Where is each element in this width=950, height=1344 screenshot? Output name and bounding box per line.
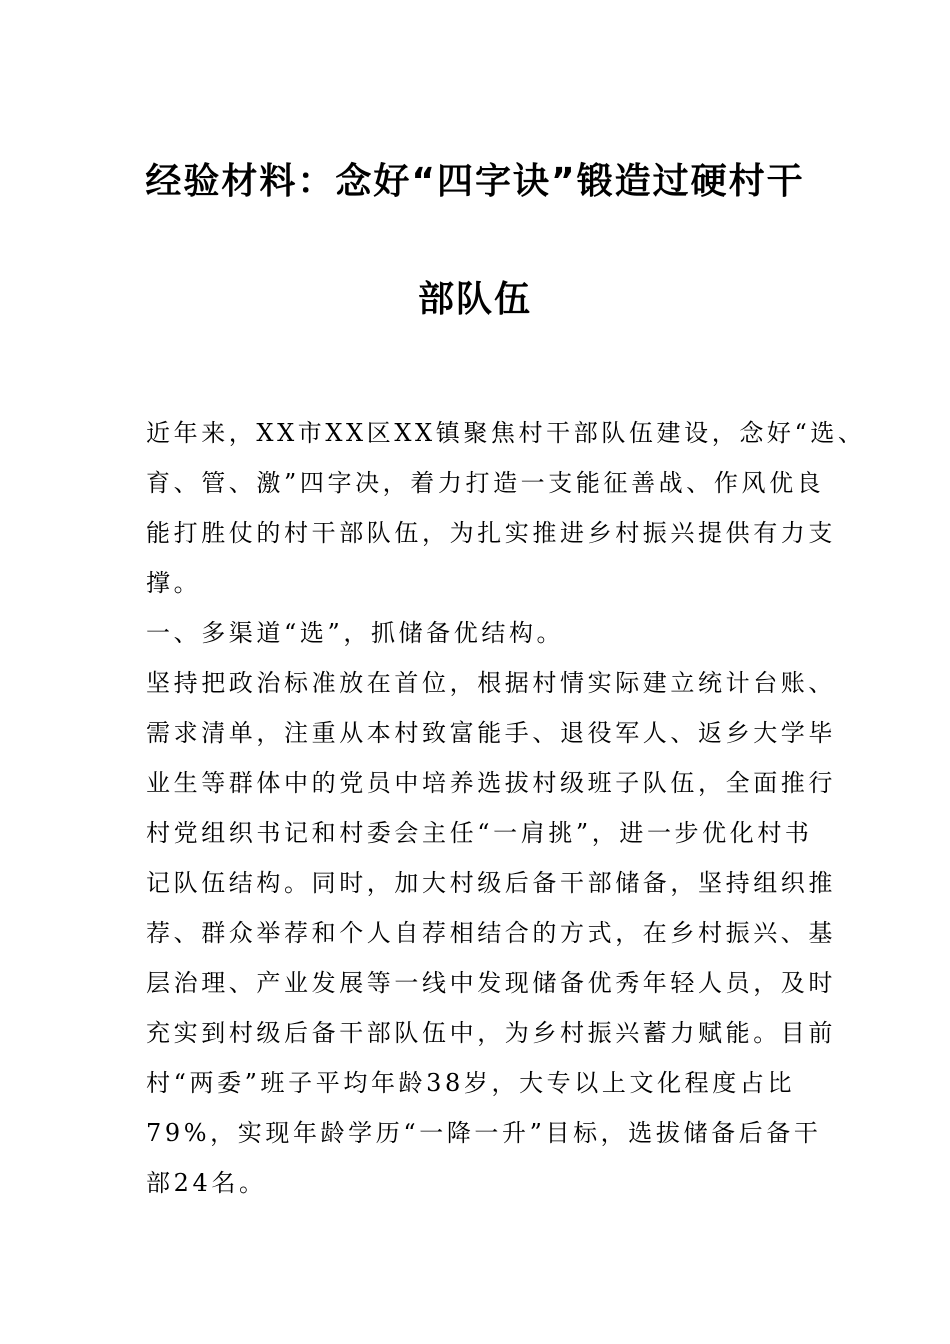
document-body [146, 408, 866, 1208]
text-line: 村党组织书记和村委会主任“一肩挑”，进一步优化村书 [146, 819, 813, 847]
text-line: 荐、群众举荐和个人自荐相结合的方式，在乡村振兴、基 [146, 919, 836, 947]
section-heading-text: 一、多渠道“选”，抓储备优结构。 [146, 619, 565, 647]
text-line: 需求清单，注重从本村致富能手、退役军人、返乡大学毕 [146, 719, 836, 747]
paragraph-section-1 [146, 658, 836, 1208]
section-heading-1 [146, 608, 818, 658]
paragraph-intro [146, 408, 866, 608]
text-line: 充实到村级后备干部队伍中，为乡村振兴蓄力赋能。目前 [146, 1019, 836, 1047]
text-line: 撑。 [146, 569, 202, 597]
text-line: 部24名。 [146, 1169, 267, 1197]
text-line: 近年来，XX市XX区XX镇聚焦村干部队伍建设，念好“选、 [146, 419, 866, 447]
document-title-line-1: 经验材料：念好“四字诀”锻造过硬村干 [145, 161, 805, 202]
text-line: 业生等群体中的党员中培养选拔村级班子队伍，全面推行 [146, 769, 836, 797]
text-line: 记队伍结构。同时，加大村级后备干部储备，坚持组织推 [146, 869, 836, 897]
text-line: 坚持把政治标准放在首位，根据村情实际建立统计台账、 [146, 669, 836, 697]
text-line: 79%，实现年龄学历“一降一升”目标，选拔储备后备干 [146, 1119, 822, 1147]
document-title-line-2: 部队伍 [417, 279, 532, 320]
text-line: 层治理、产业发展等一线中发现储备优秀年轻人员，及时 [146, 969, 836, 997]
text-line: 村“两委”班子平均年龄38岁，大专以上文化程度占比 [146, 1069, 796, 1097]
text-line: 能打胜仗的村干部队伍，为扎实推进乡村振兴提供有力支 [146, 519, 836, 547]
text-line: 育、管、激”四字决，着力打造一支能征善战、作风优良 [146, 469, 825, 497]
